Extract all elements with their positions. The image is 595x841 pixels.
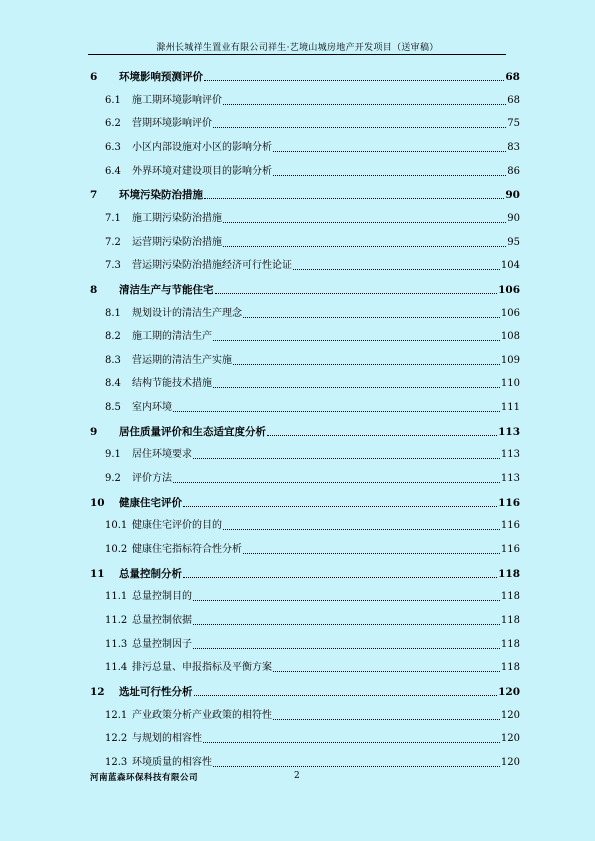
toc-entry[interactable] bbox=[0, 329, 595, 343]
toc-entry-number: 6.4 bbox=[105, 165, 121, 177]
page-header: 滁州长城祥生置业有限公司祥生·艺境山城房地产开发项目（送审稿） bbox=[156, 43, 439, 53]
toc-dot-leader bbox=[173, 411, 500, 412]
toc-entry-page: 118 bbox=[500, 662, 520, 674]
toc-entry-page: 120 bbox=[500, 756, 520, 768]
toc-entry[interactable] bbox=[0, 613, 595, 627]
toc-entry-page: 90 bbox=[507, 212, 520, 224]
toc-entry[interactable] bbox=[0, 400, 595, 414]
toc-dot-leader bbox=[273, 719, 500, 720]
toc-entry[interactable] bbox=[0, 708, 595, 722]
toc-entry-title: 营运期污染防治措施经济可行性论证 bbox=[132, 260, 292, 272]
toc-entry-title: 清洁生产与节能住宅 bbox=[119, 283, 214, 296]
toc-entry-page: 110 bbox=[500, 378, 520, 390]
toc-entry-title: 健康住宅评价 bbox=[119, 496, 182, 509]
toc-entry-title: 环境质量的相容性 bbox=[132, 756, 212, 768]
toc-entry-title: 环境影响预测评价 bbox=[119, 71, 203, 83]
toc-entry[interactable] bbox=[0, 660, 595, 674]
toc-dot-leader bbox=[223, 529, 500, 530]
toc-entry-page: 120 bbox=[500, 733, 520, 745]
toc-entry-number: 6.3 bbox=[105, 141, 121, 153]
toc-entry-number: 11.3 bbox=[105, 638, 128, 650]
toc-entry-page: 86 bbox=[507, 165, 520, 177]
toc-entry-number: 7 bbox=[90, 189, 98, 202]
toc-entry[interactable] bbox=[0, 684, 595, 698]
toc-dot-leader bbox=[194, 695, 498, 696]
toc-entry-title: 外界环境对建设项目的影响分析 bbox=[132, 165, 272, 177]
toc-entry-number: 8.4 bbox=[105, 378, 121, 390]
toc-entry[interactable] bbox=[0, 447, 595, 461]
toc-entry-title: 总量控制依据 bbox=[132, 614, 192, 626]
toc-entry[interactable] bbox=[0, 140, 595, 154]
toc-entry[interactable] bbox=[0, 542, 595, 556]
toc-entry[interactable] bbox=[0, 93, 595, 107]
toc-dot-leader bbox=[273, 151, 506, 152]
footer-company: 河南蓝森环保科技有限公司 bbox=[90, 773, 199, 783]
toc-entry-number: 11.2 bbox=[105, 614, 128, 626]
toc-entry-page: 118 bbox=[500, 614, 520, 626]
toc-entry[interactable] bbox=[0, 376, 595, 390]
toc-entry-title: 规划设计的清洁生产理念 bbox=[132, 307, 242, 319]
toc-entry[interactable] bbox=[0, 164, 595, 178]
toc-entry-page: 68 bbox=[507, 94, 520, 106]
toc-entry-title: 与规划的相容性 bbox=[132, 733, 202, 745]
toc-entry[interactable] bbox=[0, 116, 595, 130]
toc-entry[interactable] bbox=[0, 755, 595, 769]
toc-entry-page: 83 bbox=[507, 141, 520, 153]
toc-entry[interactable] bbox=[0, 637, 595, 651]
toc-dot-leader bbox=[213, 766, 500, 767]
toc-entry-number: 7.2 bbox=[105, 236, 121, 248]
toc-dot-leader bbox=[183, 577, 497, 578]
toc-entry-title: 小区内部设施对小区的影响分析 bbox=[132, 141, 272, 153]
toc-entry[interactable] bbox=[0, 471, 595, 485]
toc-dot-leader bbox=[233, 364, 500, 365]
toc-entry-title: 居住环境要求 bbox=[132, 449, 192, 461]
toc-entry[interactable] bbox=[0, 518, 595, 532]
toc-entry-number: 10.2 bbox=[105, 544, 128, 555]
toc-entry-number: 9 bbox=[90, 425, 98, 438]
toc-dot-leader bbox=[213, 387, 500, 388]
toc-entry-page: 113 bbox=[500, 449, 520, 461]
toc-entry-title: 营运期的清洁生产实施 bbox=[132, 354, 232, 366]
toc-entry-number: 12.2 bbox=[105, 733, 128, 745]
toc-entry-number: 9.2 bbox=[105, 473, 121, 485]
toc-entry-title: 施工期污染防治措施 bbox=[132, 212, 222, 224]
toc-entry-page: 116 bbox=[498, 496, 520, 509]
toc-entry-page: 118 bbox=[500, 638, 520, 650]
toc-entry-title: 总量控制目的 bbox=[132, 591, 192, 603]
toc-dot-leader bbox=[243, 317, 500, 318]
toc-dot-leader bbox=[223, 246, 506, 247]
toc-dot-leader bbox=[204, 198, 504, 199]
toc-entry-page: 106 bbox=[500, 307, 520, 319]
toc-entry-page: 118 bbox=[500, 591, 520, 603]
toc-entry-title: 运营期污染防治措施 bbox=[132, 236, 222, 248]
toc-dot-leader bbox=[213, 340, 500, 341]
toc-entry-number: 11.4 bbox=[105, 662, 128, 674]
toc-entry-page: 120 bbox=[498, 685, 520, 698]
toc-entry[interactable] bbox=[0, 589, 595, 603]
toc-dot-leader bbox=[204, 80, 504, 81]
toc-entry-page: 111 bbox=[500, 402, 520, 414]
toc-entry-title: 产业政策分析产业政策的相符性 bbox=[132, 709, 272, 721]
toc-entry-title: 居住质量评价和生态适宜度分析 bbox=[119, 425, 266, 438]
toc-dot-leader bbox=[223, 222, 506, 223]
toc-entry-page: 113 bbox=[498, 425, 520, 438]
toc-entry-title: 健康住宅指标符合性分析 bbox=[132, 544, 242, 555]
toc-entry-page: 120 bbox=[500, 709, 520, 721]
toc-entry-number: 9.1 bbox=[105, 449, 121, 461]
toc-entry-page: 116 bbox=[500, 544, 520, 555]
toc-dot-leader bbox=[183, 506, 497, 507]
toc-dot-leader bbox=[293, 269, 500, 270]
toc-entry-page: 68 bbox=[505, 71, 520, 83]
toc-dot-leader bbox=[193, 648, 500, 649]
toc-entry-number: 8.1 bbox=[105, 307, 121, 319]
toc-entry-number: 8.3 bbox=[105, 354, 121, 366]
toc-entry-page: 109 bbox=[500, 354, 520, 366]
toc-dot-leader bbox=[193, 458, 500, 459]
toc-entry-title: 施工期的清洁生产 bbox=[132, 331, 212, 343]
toc-entry-title: 选址可行性分析 bbox=[119, 685, 193, 698]
toc-entry-title: 总量控制因子 bbox=[132, 638, 192, 650]
toc-entry-page: 116 bbox=[500, 520, 520, 532]
toc-entry[interactable] bbox=[0, 495, 595, 509]
toc-entry-title: 结构节能技术措施 bbox=[132, 378, 212, 390]
toc-entry[interactable] bbox=[0, 566, 595, 580]
toc-entry-page: 118 bbox=[498, 567, 520, 580]
toc-entry-number: 12.1 bbox=[105, 709, 128, 721]
toc-entry-title: 室内环境 bbox=[132, 402, 172, 414]
toc-dot-leader bbox=[213, 127, 506, 128]
toc-entry[interactable] bbox=[0, 306, 595, 320]
toc-entry-number: 12 bbox=[90, 685, 105, 698]
toc-entry-number: 8.5 bbox=[105, 402, 121, 414]
footer-page-number: 2 bbox=[294, 771, 300, 781]
toc-entry-page: 95 bbox=[507, 236, 520, 248]
toc-dot-leader bbox=[273, 671, 500, 672]
toc-entry[interactable] bbox=[0, 258, 595, 272]
toc-dot-leader bbox=[203, 742, 500, 743]
toc-entry-number: 7.1 bbox=[105, 212, 121, 224]
toc-entry-number: 6.1 bbox=[105, 94, 121, 106]
toc-entry-page: 108 bbox=[500, 331, 520, 343]
toc-entry-title: 排污总量、申报指标及平衡方案 bbox=[132, 662, 272, 674]
toc-entry-number: 6 bbox=[90, 71, 98, 83]
toc-dot-leader bbox=[223, 104, 506, 105]
header-rule bbox=[88, 54, 506, 55]
toc-entry-title: 环境污染防治措施 bbox=[119, 189, 203, 202]
toc-dot-leader bbox=[173, 482, 500, 483]
toc-entry-page: 104 bbox=[500, 260, 520, 272]
toc-dot-leader bbox=[215, 293, 498, 294]
toc-entry-number: 7.3 bbox=[105, 260, 121, 272]
toc-dot-leader bbox=[267, 435, 497, 436]
toc-entry[interactable] bbox=[0, 282, 595, 296]
toc-entry[interactable] bbox=[0, 731, 595, 745]
toc-entry-page: 106 bbox=[498, 283, 520, 296]
toc-entry-title: 评价方法 bbox=[132, 473, 172, 485]
toc-entry-number: 10 bbox=[90, 496, 105, 509]
toc-entry-number: 10.1 bbox=[105, 520, 128, 532]
toc-dot-leader bbox=[193, 624, 500, 625]
toc-entry[interactable] bbox=[0, 353, 595, 367]
toc-entry-page: 113 bbox=[500, 473, 520, 485]
toc-entry-number: 8 bbox=[90, 283, 98, 296]
toc-entry-number: 11 bbox=[90, 567, 105, 580]
toc-entry[interactable] bbox=[0, 69, 595, 83]
toc-entry[interactable] bbox=[0, 235, 595, 249]
toc-entry-title: 健康住宅评价的目的 bbox=[132, 520, 222, 532]
toc-entry-number: 8.2 bbox=[105, 331, 121, 343]
toc-entry-number: 12.3 bbox=[105, 756, 128, 768]
toc-entry-title: 营期环境影响评价 bbox=[132, 118, 212, 130]
toc-entry-title: 施工期环境影响评价 bbox=[132, 94, 222, 106]
toc-entry[interactable] bbox=[0, 211, 595, 225]
toc-entry-page: 75 bbox=[507, 118, 520, 130]
toc-entry-page: 90 bbox=[505, 189, 520, 202]
toc-entry[interactable] bbox=[0, 187, 595, 201]
toc-dot-leader bbox=[273, 175, 506, 176]
toc-entry-number: 6.2 bbox=[105, 118, 121, 130]
toc-entry-title: 总量控制分析 bbox=[119, 567, 182, 580]
toc-entry[interactable] bbox=[0, 424, 595, 438]
toc-dot-leader bbox=[243, 553, 500, 554]
toc-dot-leader bbox=[193, 600, 500, 601]
toc-entry-number: 11.1 bbox=[105, 591, 128, 603]
